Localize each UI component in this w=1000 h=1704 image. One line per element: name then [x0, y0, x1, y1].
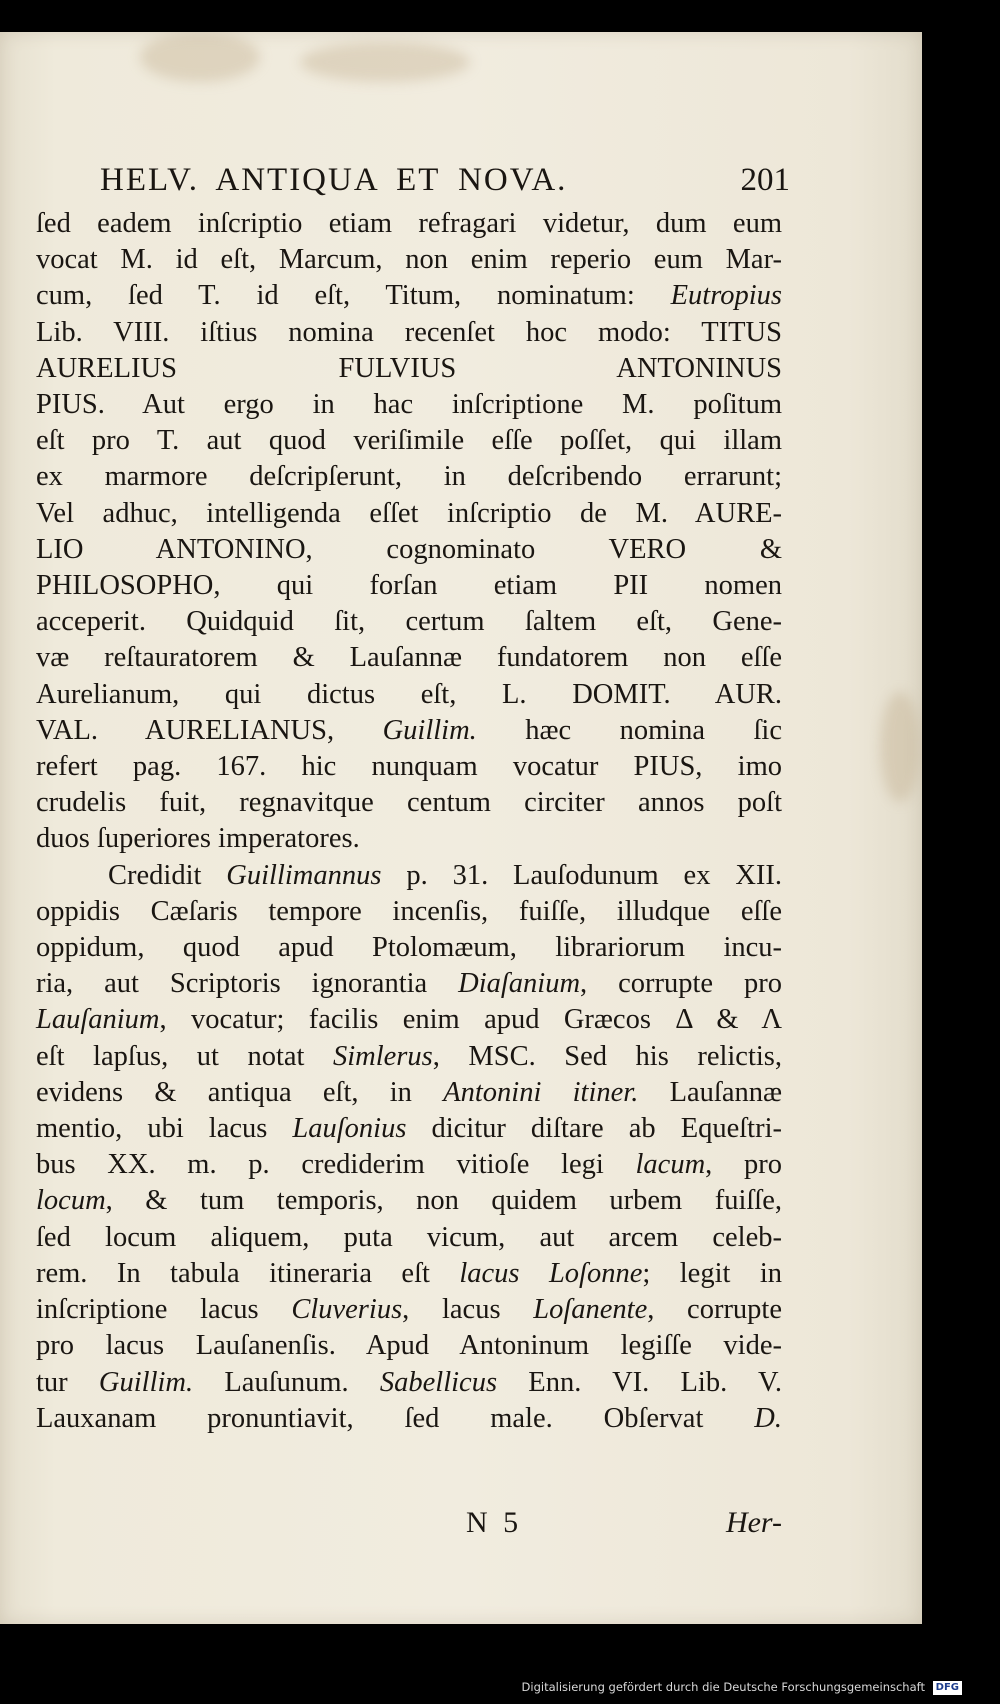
- text-line: LIO ANTONINO, cognominato VERO &: [36, 533, 782, 565]
- paper-stain: [140, 32, 260, 82]
- text-line: duos ſuperiores imperatores.: [36, 823, 360, 855]
- text-line: Lib. VIII. iſtius nomina recenſet hoc modo: TITUS: [36, 316, 782, 348]
- text-line: crudelis fuit, regnavitque centum circiter annos poſt: [36, 787, 782, 819]
- running-title: HELV. ANTIQUA ET NOVA.: [100, 162, 568, 198]
- text-line: oppidum, quod apud Ptolomæum, librariorum incu-: [36, 932, 782, 964]
- text-line: tur Guillim. Lauſunum. Sabellicus Enn. VI. Lib. V.: [36, 1366, 782, 1398]
- text-line: acceperit. Quidquid ſit, certum ſaltem eſt, Gene-: [36, 606, 782, 638]
- text-line: oppidis Cæſaris tempore incenſis, fuiſſe, illudque eſſe: [36, 895, 782, 927]
- text-line: VAL. AURELIANUS, Guillim. hæc nomina ſic: [36, 714, 783, 746]
- text-line: Aurelianum, qui dictus eſt, L. DOMIT. AUR.: [36, 678, 782, 710]
- text-line: AURELIUS FULVIUS ANTONINUS: [36, 352, 782, 384]
- book-page: [0, 32, 922, 1624]
- text-line: eſt lapſus, ut notat Simlerus, MSC. Sed his relictis,: [36, 1040, 783, 1072]
- text-line: Credidit Guillimannus p. 31. Lauſodunum ex XII.: [108, 859, 783, 891]
- text-line: ria, aut Scriptoris ignorantia Diaſanium, corrupte pro: [36, 968, 782, 1000]
- page-header: [100, 132, 790, 202]
- text-line: vocat M. id eſt, Marcum, non enim reperio eum Mar-: [36, 244, 782, 276]
- text-line: evidens & antiqua eſt, in Antonini itiner. Lauſannæ: [36, 1076, 782, 1108]
- dfg-logo: DFG: [933, 1681, 962, 1695]
- signature-mark: N 5: [466, 1506, 523, 1539]
- text-line: PHILOSOPHO, qui forſan etiam PII nomen: [36, 570, 782, 602]
- page-footer: [36, 1506, 782, 1546]
- paragraph-2: [36, 858, 782, 1437]
- text-line: væ reſtauratorem & Lauſannæ fundatorem non eſſe: [36, 642, 782, 674]
- text-line: PIUS. Aut ergo in hac inſcriptione M. poſitum: [36, 389, 782, 421]
- body-text: [36, 206, 782, 1437]
- text-line: locum, & tum temporis, non quidem urbem fuiſſe,: [36, 1185, 782, 1217]
- text-line: Lauxanam pronuntiavit, ſed male. Obſervat D.: [36, 1402, 782, 1434]
- text-line: ſed locum aliquem, puta vicum, aut arcem celeb-: [36, 1221, 782, 1253]
- text-line: mentio, ubi lacus Lauſonius dicitur diſtare ab Equeſtri-: [36, 1113, 782, 1145]
- credit-text: Digitalisierung gefördert durch die Deutsche Forschungsgemeinschaft: [521, 1680, 925, 1694]
- text-line: inſcriptione lacus Cluverius, lacus Loſanente, corrupte: [36, 1294, 782, 1326]
- text-line: bus XX. m. p. crediderim vitioſe legi lacum, pro: [36, 1149, 782, 1181]
- text-line: ex marmore deſcripſerunt, in deſcribendo errarunt;: [36, 461, 782, 493]
- paragraph-1: [36, 206, 782, 858]
- paper-stain: [300, 42, 470, 82]
- text-line: cum, ſed T. id eſt, Titum, nominatum: Eutropius: [36, 280, 782, 312]
- text-line: refert pag. 167. hic nunquam vocatur PIUS, imo: [36, 751, 782, 783]
- page-number: 201: [740, 162, 790, 198]
- text-line: eſt pro T. aut quod veriſimile eſſe poſſet, qui illam: [36, 425, 782, 457]
- digitization-credit: [522, 1680, 962, 1698]
- catchword: Her-: [725, 1506, 782, 1539]
- text-line: pro lacus Lauſanenſis. Apud Antoninum legiſſe vide-: [36, 1330, 782, 1362]
- text-line: rem. In tabula itineraria eſt lacus Loſonne; legit in: [36, 1257, 783, 1289]
- text-line: Lauſanium, vocatur; facilis enim apud Græcos Δ & Λ: [36, 1004, 782, 1036]
- paper-stain: [880, 692, 920, 802]
- text-line: Vel adhuc, intelligenda eſſet inſcriptio de M. AURE-: [36, 497, 782, 529]
- text-line: ſed eadem inſcriptio etiam refragari videtur, dum eum: [36, 208, 782, 239]
